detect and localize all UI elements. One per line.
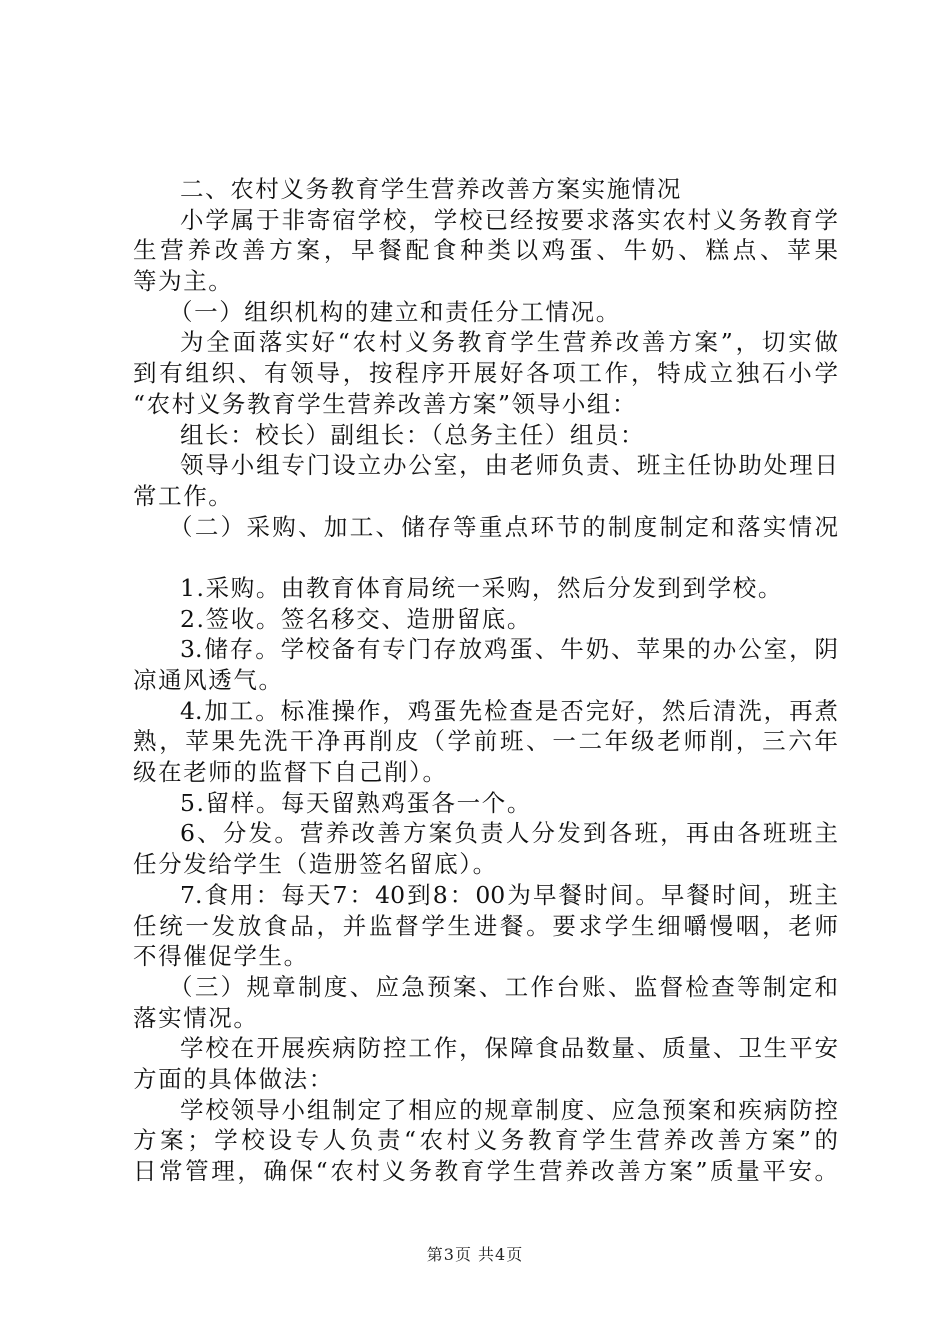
paragraph-line: 为全面落实好“农村义务教育学生营养改善方案”，切实做 xyxy=(180,328,838,357)
subheading-regulations: （三）规章制度、应急预案、工作台账、监督检查等制定和 xyxy=(169,972,838,1001)
list-item-processing: 4.加工。标准操作，鸡蛋先检查是否完好，然后清洗，再煮 xyxy=(180,696,838,725)
page-number-footer: 第3页 共4页 xyxy=(426,1245,524,1264)
paragraph-line: 熟，苹果先洗干净再削皮（学前班、一二年级老师削，三六年 xyxy=(133,727,838,756)
paragraph-line: 学校在开展疾病防控工作，保障食品数量、质量、卫生平安 xyxy=(180,1034,838,1063)
list-item-signoff: 2.签收。签名移交、造册留底。 xyxy=(180,604,532,633)
list-item-procurement: 1.采购。由教育体育局统一采购，然后分发到到学校。 xyxy=(180,573,783,602)
paragraph-line: 凉通风透气。 xyxy=(133,666,284,694)
list-item-storage: 3.储存。学校备有专门存放鸡蛋、牛奶、苹果的办公室，阴 xyxy=(180,635,838,664)
paragraph-line: 任分发给学生（造册签名留底）。 xyxy=(133,850,498,879)
blank-line xyxy=(133,542,838,573)
list-item-consumption: 7.食用：每天7：40到8：00为早餐时间。早餐时间，班主 xyxy=(180,880,838,909)
paragraph-line: 等为主。 xyxy=(133,267,234,296)
paragraph-line: 小学属于非寄宿学校，学校已经按要求落实农村义务教育学 xyxy=(180,205,838,234)
paragraph-line: 方案；学校设专人负责“农村义务教育学生营养改善方案”的 xyxy=(133,1126,838,1155)
paragraph-line: 常工作。 xyxy=(133,481,234,510)
document-body xyxy=(133,174,838,1187)
paragraph-line: 组长：校长）副组长：（总务主任）组员： xyxy=(180,420,646,449)
list-item-sample: 5.留样。每天留熟鸡蛋各一个。 xyxy=(180,788,532,817)
list-item-distribution: 6、分发。营养改善方案负责人分发到各班，再由各班班主 xyxy=(180,819,838,848)
paragraph-line: 方面的具体做法： xyxy=(133,1064,334,1093)
paragraph-line: 学校领导小组制定了相应的规章制度、应急预案和疾病防控 xyxy=(180,1095,838,1124)
section-heading-implementation: 二、农村义务教育学生营养改善方案实施情况 xyxy=(180,175,682,203)
paragraph-line: 生营养改善方案，早餐配食种类以鸡蛋、牛奶、糕点、苹果 xyxy=(133,236,838,265)
paragraph-line: 任统一发放食品，并监督学生进餐。要求学生细嚼慢咽，老师 xyxy=(133,911,838,940)
paragraph-line: 级在老师的监督下自己削）。 xyxy=(133,758,448,787)
paragraph-line: 日常管理，确保“农村义务教育学生营养改善方案”质量平安。 xyxy=(133,1157,838,1185)
paragraph-line: 落实情况。 xyxy=(133,1003,259,1032)
paragraph-line: 领导小组专门设立办公室，由老师负责、班主任协助处理日 xyxy=(180,451,838,480)
subheading-procurement: （二）采购、加工、储存等重点环节的制度制定和落实情况 xyxy=(169,512,838,541)
paragraph-line: 到有组织、有领导，按程序开展好各项工作，特成立独石小学 xyxy=(133,359,838,388)
paragraph-line: 不得催促学生。 xyxy=(133,942,309,971)
subheading-organization: （一）组织机构的建立和责任分工情况。 xyxy=(169,297,621,326)
paragraph-line: “农村义务教育学生营养改善方案”领导小组： xyxy=(133,389,638,418)
